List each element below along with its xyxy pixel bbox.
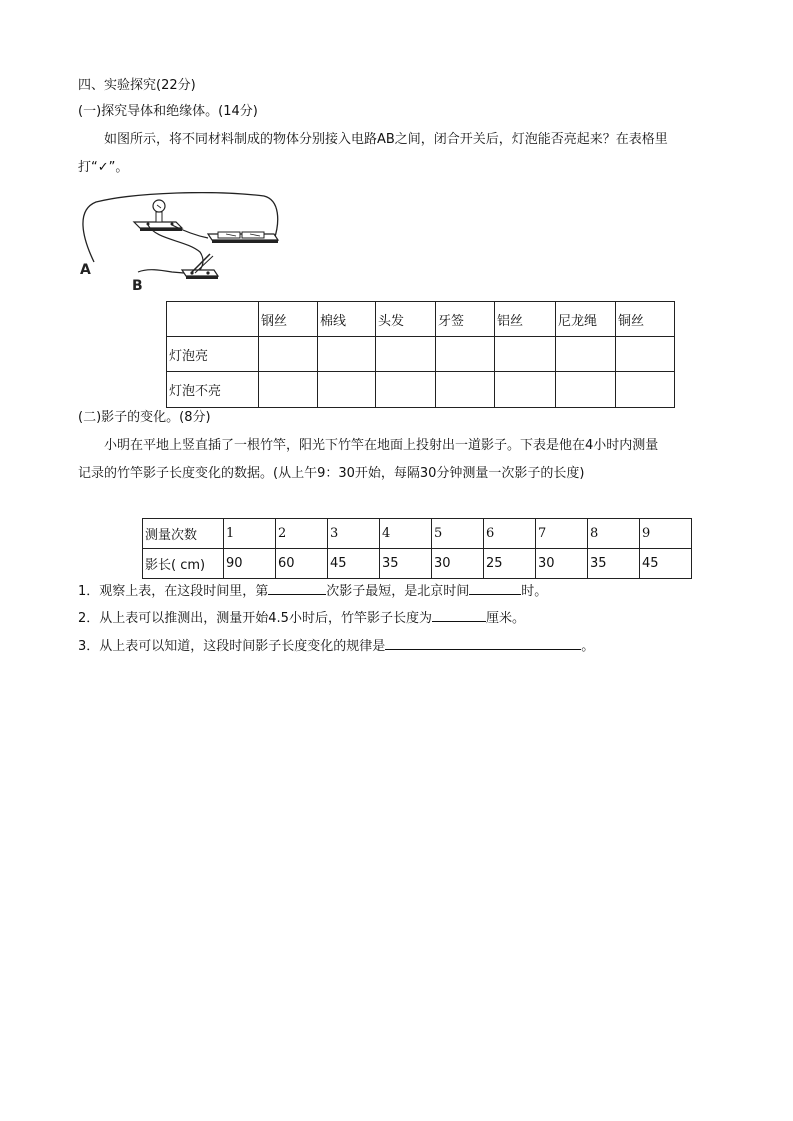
question-3-text-a: 3．从上表可以知道，这段时间影子长度变化的规律是	[78, 639, 386, 654]
table-cell: 6	[484, 519, 536, 549]
table-cell: 60	[276, 549, 328, 579]
wire-bulb-switch	[148, 225, 203, 270]
header-cell-hair: 头发	[376, 302, 436, 337]
question-3-text-b: 。	[581, 639, 595, 654]
terminal-b-label: B	[132, 278, 143, 292]
header-cell	[167, 302, 259, 337]
table-cell: 4	[380, 519, 432, 549]
row-label-shadow-length: 影长( cm)	[143, 549, 224, 579]
header-cell-steel-wire: 钢丝	[259, 302, 318, 337]
answer-blank-2[interactable]	[432, 608, 486, 622]
header-cell-aluminum-wire: 铝丝	[495, 302, 556, 337]
row-label-measurement-number: 测量次数	[143, 519, 224, 549]
table-row	[143, 519, 692, 549]
table-row	[143, 549, 692, 579]
row-label-bulb-on: 灯泡亮	[167, 337, 259, 372]
question-2	[78, 608, 525, 628]
table-cell: 35	[380, 549, 432, 579]
question-1-text-a: 1．观察上表，在这段时间里，第	[78, 584, 269, 599]
terminal-a-label: A	[80, 262, 91, 278]
shadow-length-table	[142, 518, 692, 579]
row-label-bulb-off: 灯泡不亮	[167, 372, 259, 408]
conductor-table	[166, 301, 675, 408]
question-2-text-b: 厘米。	[485, 611, 525, 626]
answer-cell[interactable]	[259, 372, 318, 408]
answer-cell[interactable]	[616, 337, 675, 372]
part2-intro-line2: 记录的竹竿影子长度变化的数据。(从上午9：30开始，每隔30分钟测量一次影子的长度)	[78, 466, 585, 481]
part2-intro-line1: 小明在平地上竖直插了一根竹竿，阳光下竹竿在地面上投射出一道影子。下表是他在4小时内测量	[104, 438, 659, 453]
answer-cell[interactable]	[318, 372, 376, 408]
answer-cell[interactable]	[376, 337, 436, 372]
circuit-diagram	[76, 192, 286, 292]
table-cell: 9	[640, 519, 692, 549]
answer-cell[interactable]	[495, 337, 556, 372]
answer-blank-3[interactable]	[385, 636, 581, 650]
table-cell: 90	[224, 549, 276, 579]
question-1-text-b: 次影子最短，是北京时间	[326, 584, 470, 599]
table-cell: 35	[588, 549, 640, 579]
header-cell-nylon-rope: 尼龙绳	[556, 302, 616, 337]
switch-icon	[182, 254, 218, 279]
header-cell-toothpick: 牙签	[436, 302, 495, 337]
question-2-text-a: 2．从上表可以推测出，测量开始4.5小时后，竹竿影子长度为	[78, 611, 432, 626]
battery-holder-icon	[208, 232, 278, 243]
wire-b-lead	[138, 270, 184, 273]
header-cell-copper-wire: 铜丝	[616, 302, 675, 337]
table-cell: 7	[536, 519, 588, 549]
part2-title: (二)影子的变化。(8分)	[78, 410, 211, 425]
table-cell: 8	[588, 519, 640, 549]
answer-cell[interactable]	[556, 337, 616, 372]
answer-cell[interactable]	[376, 372, 436, 408]
table-cell: 45	[328, 549, 380, 579]
section-title: 四、实验探究(22分)	[78, 78, 196, 93]
question-1	[78, 581, 547, 601]
answer-cell[interactable]	[556, 372, 616, 408]
table-row	[167, 337, 675, 372]
answer-cell[interactable]	[318, 337, 376, 372]
part1-title: (一)探究导体和绝缘体。(14分)	[78, 104, 258, 119]
table-cell: 45	[640, 549, 692, 579]
table-cell: 30	[536, 549, 588, 579]
table-cell: 30	[432, 549, 484, 579]
wire-bulb-battery	[172, 225, 208, 238]
answer-blank-1a[interactable]	[268, 581, 326, 595]
header-cell-cotton-thread: 棉线	[318, 302, 376, 337]
answer-cell[interactable]	[259, 337, 318, 372]
table-cell: 2	[276, 519, 328, 549]
answer-cell[interactable]	[436, 372, 495, 408]
answer-cell[interactable]	[436, 337, 495, 372]
table-row	[167, 372, 675, 408]
part1-instruction-line2: 打“✓”。	[78, 160, 129, 175]
table-header-row	[167, 302, 675, 337]
table-cell: 25	[484, 549, 536, 579]
answer-cell[interactable]	[495, 372, 556, 408]
table-cell: 3	[328, 519, 380, 549]
table-cell: 5	[432, 519, 484, 549]
question-1-text-c: 时。	[521, 584, 548, 599]
answer-blank-1b[interactable]	[469, 581, 521, 595]
question-3	[78, 636, 594, 656]
table-cell: 1	[224, 519, 276, 549]
part1-instruction-line1: 如图所示，将不同材料制成的物体分别接入电路AB之间，闭合开关后，灯泡能否亮起来？在表格里	[104, 132, 668, 147]
answer-cell[interactable]	[616, 372, 675, 408]
